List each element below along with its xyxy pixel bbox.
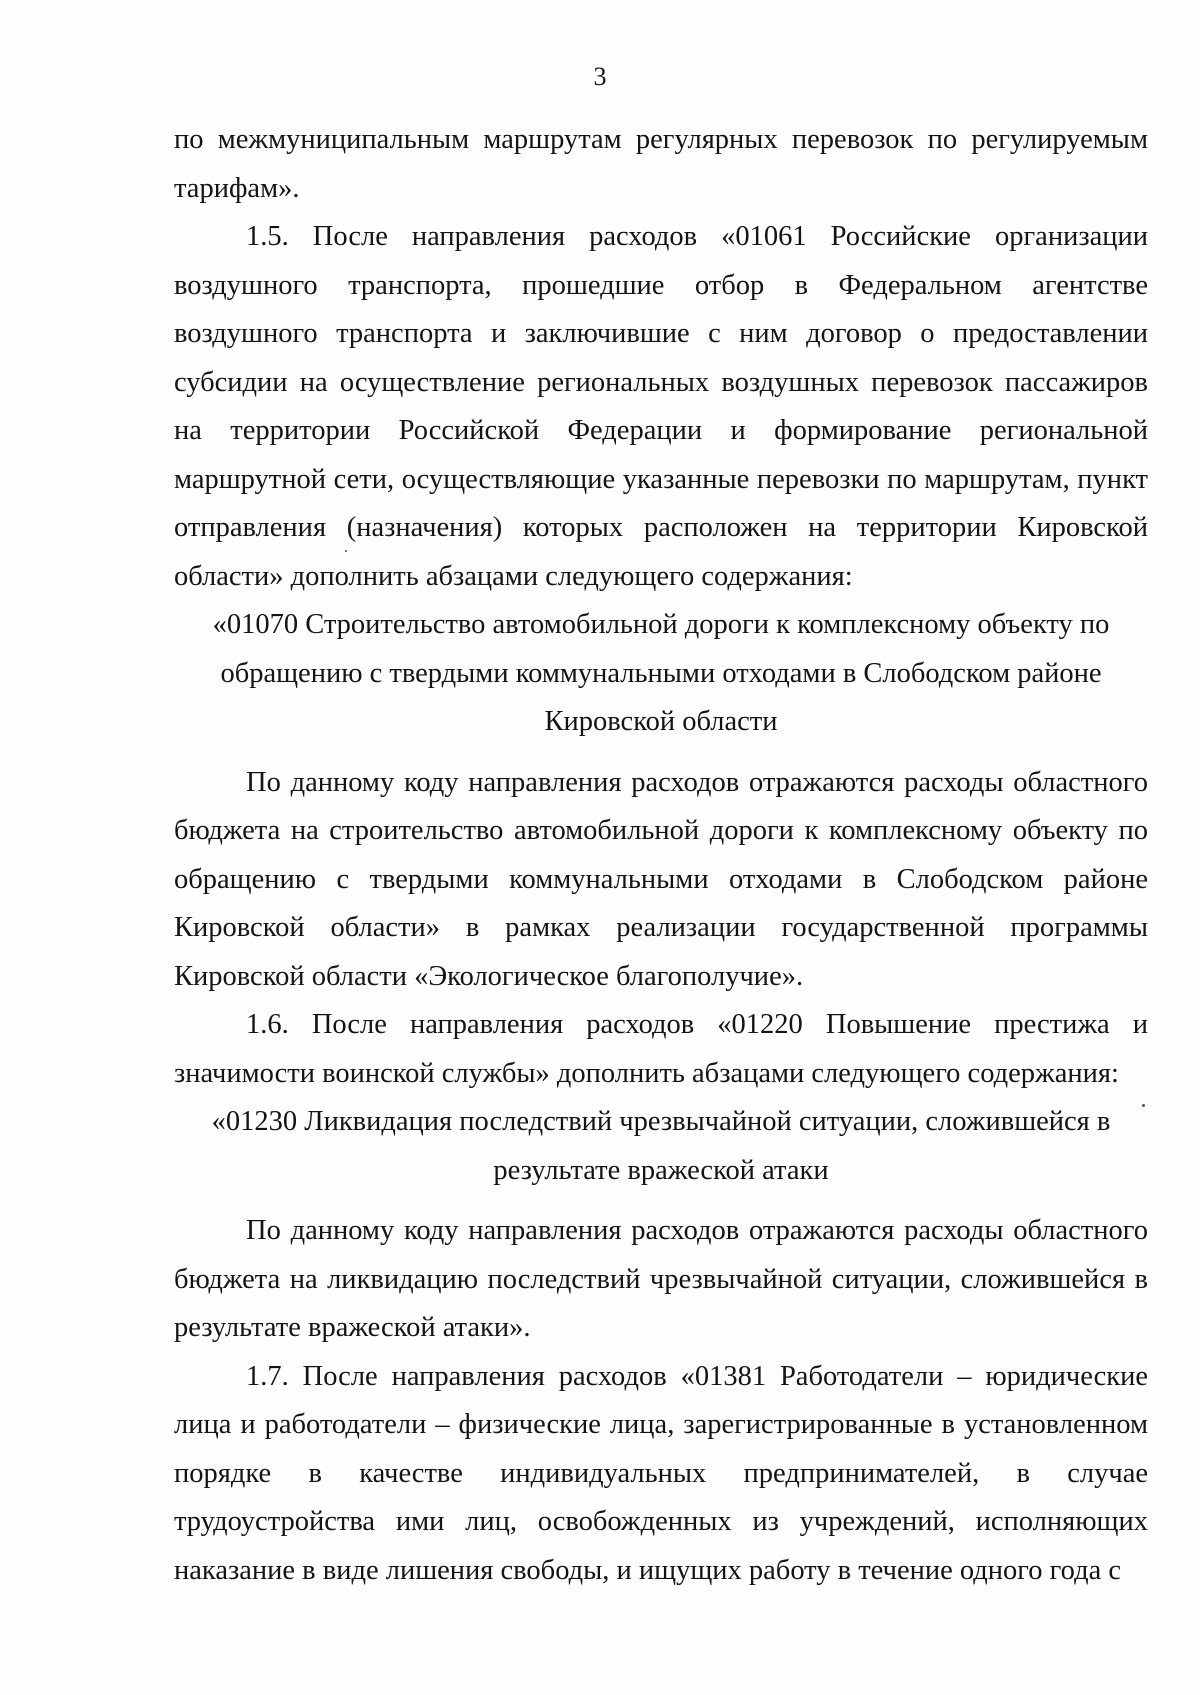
document-body [174, 116, 1148, 1595]
paragraph-item-1-6: 1.6. После направления расходов «01220 Повышение престижа и значимости воинской службы» дополнить абзацами следующего содержания: [174, 1009, 1148, 1089]
section-heading-01070: «01070 Строительство автомобильной дороги к комплексному объекту по обращению с твердыми коммунальными отходами в Слободском районе Кировской области [212, 609, 1110, 737]
section-heading-01230: «01230 Ликвидация последствий чрезвычайной ситуации, сложившейся в результате вражеской атаки [211, 1106, 1111, 1186]
paragraph-continuation: по межмуниципальным маршрутам регулярных перевозок по регулируемым тарифам». [174, 124, 1148, 204]
scan-speck [1142, 1104, 1145, 1107]
paragraph-description-01230: По данному коду направления расходов отражаются расходы областного бюджета на ликвидацию последствий чрезвычайной ситуации, сложившейся в результате вражеской атаки». [174, 1215, 1148, 1343]
scan-speck [345, 550, 347, 552]
paragraph-item-1-7: 1.7. После направления расходов «01381 Работодатели – юридические лица и работодатели – физические лица, зарегистрированные в установленном порядке в качестве индивидуальных предпринимателей, в случае трудоустройства ими лиц, освобожденных из учреждений, исполняющих наказание в виде лишения свободы, и ищущих работу в течение одного года с [174, 1360, 1148, 1586]
paragraph-description-01070: По данному коду направления расходов отражаются расходы областного бюджета на строительство автомобильной дороги к комплексному объекту по обращению с твердыми коммунальными отходами в Слободском районе Кировской области» в рамках реализации государственной программы Кировской области «Экологическое благополучие». [174, 766, 1148, 992]
page-number: 3 [593, 62, 607, 91]
paragraph-item-1-5: 1.5. После направления расходов «01061 Российские организации воздушного транспорта, прошедшие отбор в Федеральном агентстве воздушного транспорта и заключившие с ним договор о предоставлении субсидии на осуществление региональных воздушных перевозок пассажиров на территории Российской Федерации и формирование региональной маршрутной сети, осуществляющие указанные перевозки по маршрутам, пункт отправления (назначения) которых расположен на территории Кировской области» дополнить абзацами следующего содержания: [174, 221, 1148, 592]
